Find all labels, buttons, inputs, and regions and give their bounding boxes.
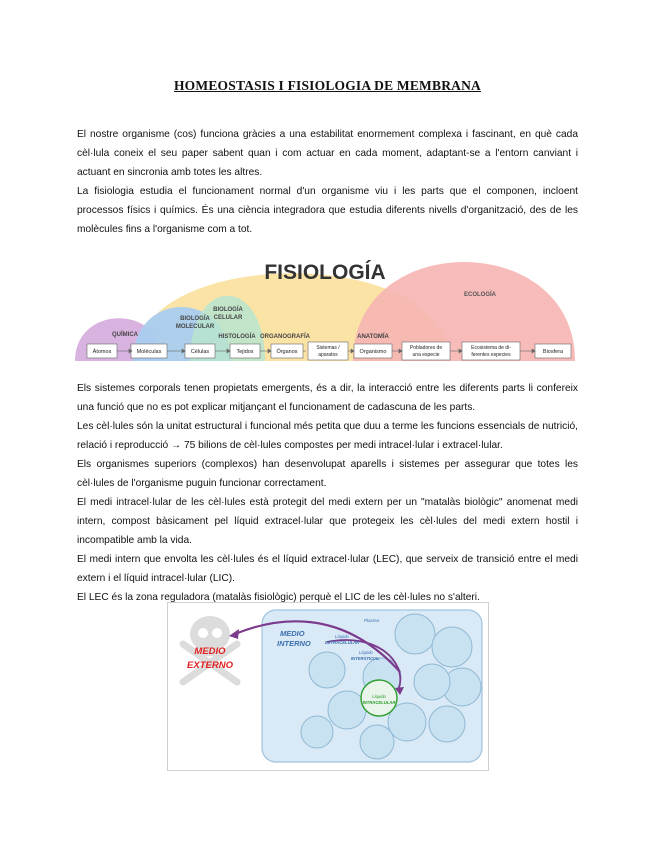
body-paragraph-1: Els sistemes corporals tenen propietats emergents, és a dir, la interacció entre les diferents parts li confereix una funció que no es pot explicar mitjançant el funcionament de cadascuna de les parts. [77,383,578,413]
step-sistemas-2: aparatos [318,352,338,358]
medio-interno-label-2: INTERNO [277,639,311,648]
label-biologia-celular-2: CELULAR [213,315,243,321]
body-paragraph-2: Les cèl·lules són la unitat estructural i funcional més petita que duu a terme les funcions essencials de nutrició, relació i reproducció → 75 bilions de cèl·lules compostes per medi intracel·lular i extracel·lular. [77,421,578,451]
step-organos: Órganos [276,349,298,355]
intro-paragraph-1: El nostre organisme (cos) funciona gràcies a una estabilitat enormement complexa i fascinant, en què cada cèl·lula coneix el seu paper sabent quan i com actuar en cada moment, adaptant-se a l'entorn canviant i actuant en sincronia amb totes les altres. [77,129,578,178]
medio-interno-label-1: MEDIO [280,629,305,638]
fisiologia-title: FISIOLOGÍA [264,261,386,284]
label-biologia-celular-1: BIOLOGÍA [213,307,243,313]
intracelular-label-1: Líquido [372,694,386,699]
body-paragraph-6: El LEC és la zona reguladora (matalàs fisiològic) perquè el LIC de les cèl·lules no s'alteri. [77,592,480,603]
step-biosfera: Biosfera [542,349,564,355]
step-moleculas: Moléculas [136,349,162,355]
body-paragraph-3: Els organismes superiors (complexos) han desenvolupat aparells i sistemes per assegurar que totes les cèl·lules de l'organisme puguin funcionar correctament. [77,459,578,489]
body-section [77,379,578,607]
step-sistemas-1: Sistemas / [316,345,340,351]
intersticial-label-2: INTERSTICIAL [351,656,380,661]
medio-externo-label-1: MEDIO [194,646,226,657]
step-pobladores-2: una especie [412,352,440,358]
intracelular-label-2: INTRACELULAR [362,700,396,705]
physiology-levels-figure [75,249,580,369]
label-histologia: HISTOLOGÍA [218,334,256,340]
step-tejidos: Tejidos [236,349,254,355]
body-paragraph-4: El medi intracel·lular de les cèl·lules està protegit del medi extern per un "matalàs biològic" anomenat medi intern, compost bàsicament pel líquid extracel·lular que protegeix les cèl·lules del medi extern hostil i incompatible amb la vida. [77,497,578,546]
step-ecosistema-1: Ecosistema de di- [471,345,511,351]
intersticial-label-1: Líquido [359,650,373,655]
label-anatomia: ANATOMÍA [357,334,389,340]
intro-section [77,125,578,239]
medio-externo-label-2: EXTERNO [187,660,233,671]
step-organismo: Organismo [359,349,387,355]
label-quimica: QUÍMICA [112,332,138,338]
page-title: HOMEOSTASIS I FISIOLOGIA DE MEMBRANA [173,78,481,93]
label-biologia-molecular-2: MOLECULAR [175,324,215,330]
internal-medium-figure [167,602,489,771]
extracelular-label-2: EXTRACELULAR [325,640,360,645]
body-paragraph-5: El medi intern que envolta les cèl·lules és el líquid extracel·lular (LEC), que serveix de transició entre el medi extern i el líquid intracel·lular (LIC). [77,554,578,584]
step-ecosistema-2: ferentes especies [471,352,511,358]
plasma-label: Plasma [364,618,380,623]
step-pobladores-1: Pobladores de [409,345,443,351]
label-ecologia: ECOLOGÍA [463,292,497,298]
label-biologia-molecular-1: BIOLOGÍA [180,316,210,322]
label-organografia: ORGANOGRAFÍA [260,334,310,340]
step-atomos: Átomos [92,349,112,355]
extracelular-label-1: Líquido [335,634,349,639]
intro-paragraph-2: La fisiologia estudia el funcionament normal d'un organisme viu i les parts que el componen, incloent processos físics i químics. És una ciència integradora que estudia diferents nivells d'organització, des de les molècules fins a l'organisme com a tot. [77,186,578,235]
step-celulas: Células [190,349,210,355]
